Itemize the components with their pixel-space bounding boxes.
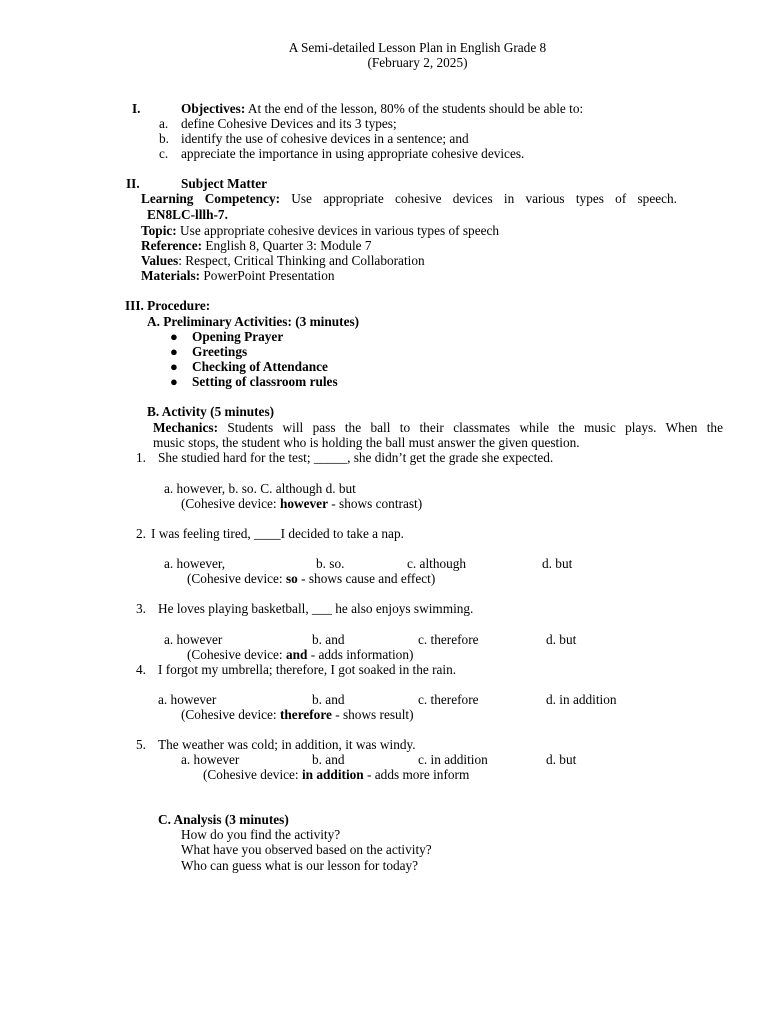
question-number: 3. <box>136 601 146 616</box>
mechanics-line-1 <box>153 420 723 435</box>
question-options: a. however, b. so. C. although d. but <box>164 481 356 496</box>
option-c: c. in addition <box>418 752 488 767</box>
option-c: c. therefore <box>418 632 479 647</box>
bullet-item: Setting of classroom rules <box>192 374 338 389</box>
objectives-intro: At the end of the lesson, 80% of the students should be able to: <box>245 101 584 116</box>
bullet-dot: ● <box>170 329 178 344</box>
bullet-dot: ● <box>170 344 178 359</box>
topic-label: Topic: <box>141 223 177 238</box>
objective-item: appreciate the importance in using appropriate cohesive devices. <box>181 146 525 161</box>
answer-line: (Cohesive device: so - shows cause and effect) <box>187 571 436 586</box>
section-numeral-subject-matter: II. <box>126 176 140 191</box>
objectives-heading: Objectives: <box>181 101 246 116</box>
topic-text: Use appropriate cohesive devices in various types of speech <box>176 223 500 238</box>
option-d: d. but <box>542 556 573 571</box>
mechanics-label: Mechanics: <box>153 420 218 435</box>
objective-letter: a. <box>159 116 169 131</box>
option-d: d. but <box>546 752 577 767</box>
competency-code: EN8LC-lllh-7. <box>147 207 228 222</box>
answer-line: (Cohesive device: however - shows contrast) <box>181 496 423 511</box>
question-text: She studied hard for the test; _____, she didn’t get the grade she expected. <box>158 450 554 465</box>
section-numeral-objectives: I. <box>132 101 141 116</box>
learning-competency-label: Learning Competency: <box>141 191 281 206</box>
objectives-heading-line <box>181 101 583 116</box>
objective-letter: b. <box>159 131 169 146</box>
option-a: a. however, <box>164 556 226 571</box>
subject-matter-heading: Subject Matter <box>181 176 268 191</box>
reference-line <box>141 238 372 253</box>
question-number: 2. <box>136 526 146 541</box>
answer-line: (Cohesive device: in addition - adds more inform <box>203 767 470 782</box>
answer-line: (Cohesive device: therefore - shows result) <box>181 707 414 722</box>
values-text: : Respect, Critical Thinking and Collaboration <box>178 253 425 268</box>
objective-item: define Cohesive Devices and its 3 types; <box>181 116 397 131</box>
materials-label: Materials: <box>141 268 201 283</box>
topic-line <box>141 223 499 238</box>
procedure-heading: III. Procedure: <box>125 298 211 313</box>
objective-letter: c. <box>159 146 169 161</box>
preliminary-activities-heading: A. Preliminary Activities: (3 minutes) <box>147 314 360 329</box>
learning-competency-line <box>141 191 677 206</box>
option-a: a. however <box>181 752 240 767</box>
document-title: A Semi-detailed Lesson Plan in English Grade 8 <box>288 40 547 55</box>
materials-text: PowerPoint Presentation <box>200 268 335 283</box>
reference-label: Reference: <box>141 238 203 253</box>
reference-text: English 8, Quarter 3: Module 7 <box>202 238 372 253</box>
question-text: He loves playing basketball, ___ he also enjoys swimming. <box>158 601 474 616</box>
objective-item: identify the use of cohesive devices in a sentence; and <box>181 131 469 146</box>
learning-competency-text: Use appropriate cohesive devices in various types of speech. <box>280 191 677 206</box>
analysis-question: Who can guess what is our lesson for today? <box>181 858 419 873</box>
question-number: 5. <box>136 737 146 752</box>
values-line <box>141 253 425 268</box>
question-number: 1. <box>136 450 146 465</box>
question-text: The weather was cold; in addition, it was windy. <box>158 737 416 752</box>
question-number: 4. <box>136 662 146 677</box>
option-b: b. so. <box>316 556 345 571</box>
bullet-dot: ● <box>170 359 178 374</box>
activity-heading: B. Activity (5 minutes) <box>147 404 275 419</box>
bullet-dot: ● <box>170 374 178 389</box>
option-c: c. therefore <box>418 692 479 707</box>
analysis-heading: C. Analysis (3 minutes) <box>158 812 289 827</box>
option-d: d. but <box>546 632 577 647</box>
option-b: b. and <box>312 752 345 767</box>
bullet-item: Greetings <box>192 344 248 359</box>
option-a: a. however <box>158 692 217 707</box>
answer-line: (Cohesive device: and - adds information) <box>187 647 414 662</box>
materials-line <box>141 268 335 283</box>
question-text: I forgot my umbrella; therefore, I got soaked in the rain. <box>158 662 457 677</box>
bullet-item: Opening Prayer <box>192 329 284 344</box>
mechanics-text-1: Students will pass the ball to their classmates while the music plays. When the <box>218 420 723 435</box>
analysis-question: What have you observed based on the activity? <box>181 842 432 857</box>
question-text: I was feeling tired, ____I decided to take a nap. <box>151 526 404 541</box>
mechanics-line-2: music stops, the student who is holding the ball must answer the given question. <box>153 435 580 450</box>
values-label: Values <box>141 253 179 268</box>
option-b: b. and <box>312 632 345 647</box>
analysis-question: How do you find the activity? <box>181 827 341 842</box>
option-c: c. although <box>407 556 467 571</box>
option-a: a. however <box>164 632 223 647</box>
bullet-item: Checking of Attendance <box>192 359 328 374</box>
document-date: (February 2, 2025) <box>367 55 468 70</box>
option-d: d. in addition <box>546 692 617 707</box>
option-b: b. and <box>312 692 345 707</box>
